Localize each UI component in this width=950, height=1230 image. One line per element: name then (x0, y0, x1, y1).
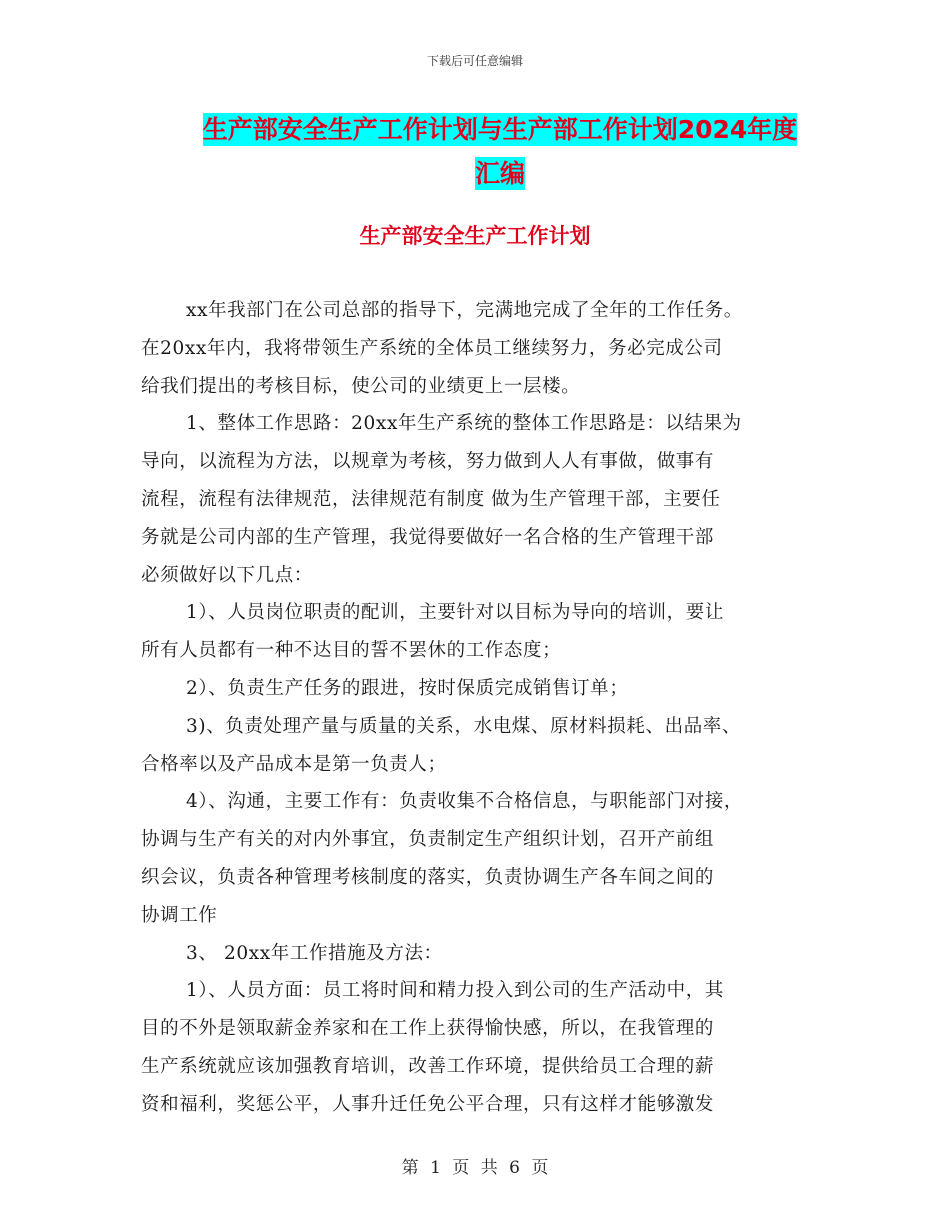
document-title-line-2: 汇编 (474, 159, 525, 188)
paragraph-line: 3、 20xx年工作措施及方法： (186, 942, 443, 964)
paragraph-line: 在20xx年内，我将带领生产系统的全体员工继续努力，务必完成公司 (141, 337, 723, 359)
paragraph-line: 目的不外是领取薪金养家和在工作上获得愉快感，所以，在我管理的 (141, 1018, 715, 1040)
paragraph-line: 1）、人员方面：员工将时间和精力投入到公司的生产活动中，其 (186, 980, 724, 1002)
document-title-line-1: 生产部安全生产工作计划与生产部工作计划2024年度 (202, 115, 798, 144)
paragraph-line: 务就是公司内部的生产管理，我觉得要做好一名合格的生产管理干部 (141, 526, 715, 548)
paragraph-line: 织会议，负责各种管理考核制度的落实，负责协调生产各车间之间的 (141, 866, 715, 888)
paragraph-line: 必须做好以下几点： (141, 564, 313, 586)
paragraph-line: 3)、负责处理产量与质量的关系，水电煤、原材料损耗、出品率、 (186, 715, 741, 737)
paragraph-line: 资和福利，奖惩公平，人事升迁任免公平合理，只有这样才能够激发 (141, 1093, 715, 1115)
paragraph-line: 流程，流程有法律规范，法律规范有制度 做为生产管理干部，主要任 (141, 488, 721, 510)
page-header: 下载后可任意编辑 (426, 54, 523, 68)
paragraph-line: 给我们提出的考核目标，使公司的业绩更上一层楼。 (141, 375, 581, 397)
paragraph-line: 2）、负责生产任务的跟进，按时保质完成销售订单； (186, 677, 629, 699)
paragraph-line: 合格率以及产品成本是第一负责人； (141, 753, 447, 775)
paragraph-line: 1）、人员岗位职责的配训，主要针对以目标为导向的培训，要让 (186, 602, 724, 624)
document-title (150, 108, 850, 196)
paragraph-line: 生产系统就应该加强教育培训，改善工作环境，提供给员工合理的薪 (141, 1055, 715, 1077)
paragraph-line: 协调工作 (141, 904, 218, 926)
paragraph-line: 导向，以流程为方法，以规章为考核，努力做到人人有事做，做事有 (141, 451, 715, 473)
page-footer: 第 1 页 共 6 页 (401, 1158, 549, 1178)
body-text (141, 292, 813, 1124)
paragraph-line: 1、整体工作思路：20xx年生产系统的整体工作思路是：以结果为 (186, 413, 742, 435)
paragraph-line: 4）、沟通，主要工作有：负责收集不合格信息，与职能部门对接， (186, 791, 744, 813)
paragraph-line: 所有人员都有一种不达目的誓不罢休的工作态度； (141, 640, 562, 662)
paragraph-line: xx年我部门在公司总部的指导下，完满地完成了全年的工作任务。 (186, 300, 743, 321)
paragraph-line: 协调与生产有关的对内外事宜，负责制定生产组织计划，召开产前组 (141, 829, 715, 851)
section-title: 生产部安全生产工作计划 (359, 224, 591, 248)
